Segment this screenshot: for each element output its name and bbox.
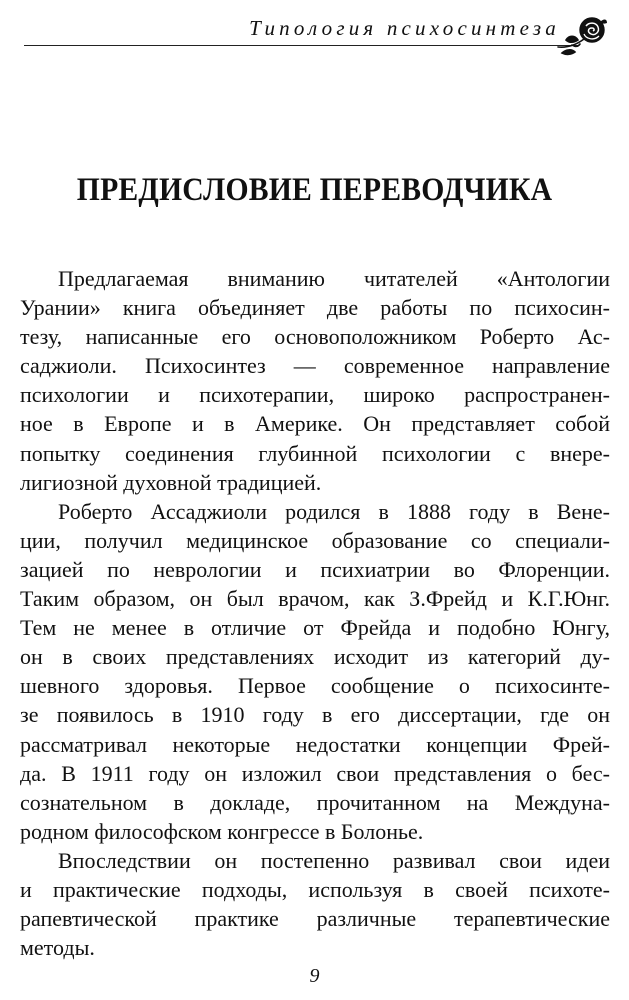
text-line: Урании» книга объединяет две работы по психосин- [20,295,610,321]
text-line: саджиоли. Психосинтез — современное направление [20,353,610,379]
text-line: родном философском конгрессе в Болонье. [20,818,424,844]
text-line: Впоследствии он постепенно развивал свои идеи [58,847,610,873]
body-text [20,264,610,962]
text-line: психологии и психотерапии, широко распространен- [20,382,610,408]
chapter-title: ПРЕДИСЛОВИЕ ПЕРЕВОДЧИКА [76,172,553,208]
text-line: зе появилось в 1910 году в его диссертации, где он [20,702,610,728]
text-line: и практические подходы, используя в своей психоте- [20,876,610,902]
page-number: 9 [309,965,320,987]
text-line: ции, получил медицинское образование со специали- [20,527,610,553]
text-line: рассматривал некоторые недостатки концепции Фрей- [20,731,610,757]
running-head [24,14,608,48]
rose-ornament-icon [556,14,608,56]
text-line: Таким образом, он был врачом, как З.Фрейд и К.Г.Юнг. [20,586,610,612]
text-line: он в своих представлениях исходит из категорий ду- [20,644,610,670]
text-line: да. В 1911 году он изложил свои представления о бес- [20,760,610,786]
text-line: зацией по неврологии и психиатрии во Флоренции. [20,556,610,582]
text-line: Роберто Ассаджиоли родился в 1888 году в Вене- [58,498,610,524]
text-line: шевного здоровья. Первое сообщение о психосинте- [20,673,610,699]
running-head-title: Типология психосинтеза [249,16,560,40]
text-line: лигиозной духовной традицией. [20,469,322,495]
text-line: сознательном в докладе, прочитанном на Междуна- [20,789,610,815]
text-line: рапевтической практике различные терапевтические [20,906,610,932]
text-line: попытку соединения глубинной психологии с внере- [20,440,610,466]
text-line: Предлагаемая вниманию читателей «Антологии [58,266,610,291]
text-line: тезу, написанные его основоположником Роберто Ас- [20,324,610,350]
text-line: методы. [20,935,95,961]
text-line: Тем не менее в отличие от Фрейда и подобно Юнгу, [20,615,610,641]
text-line: ное в Европе и в Америке. Он представляет собой [20,411,610,437]
running-head-rule [24,45,578,46]
